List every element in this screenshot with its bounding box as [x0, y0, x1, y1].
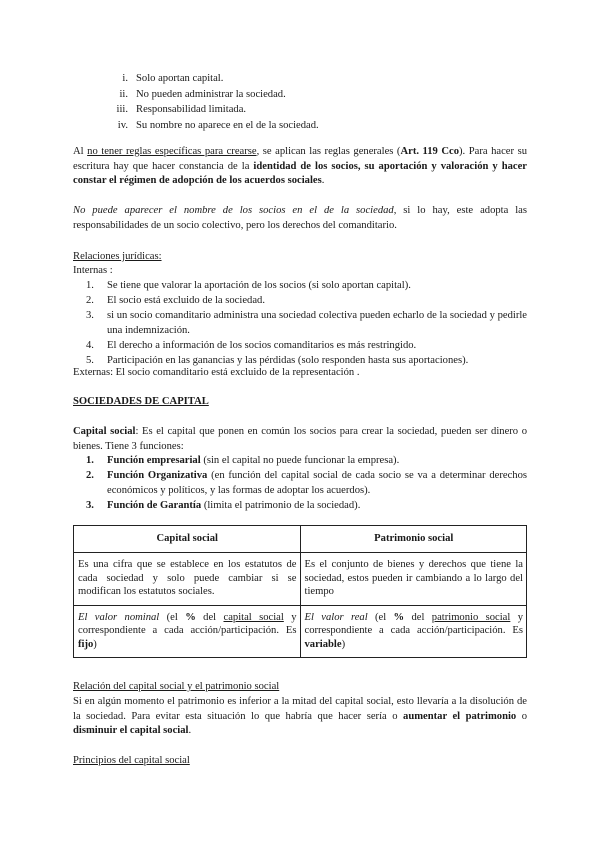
- table-row: [74, 605, 527, 658]
- list-item: iii. Responsabilidad limitada.: [116, 104, 247, 115]
- principios-title: Principios del capital social: [73, 755, 190, 766]
- paragraph-capital-social: Capital social: Es el capital que ponen en común los socios para crear la sociedad, pueden ser dinero o bienes. Tiene 3 funciones:: [73, 426, 527, 452]
- table-cell: Es el conjunto de bienes y derechos que tiene la sociedad, estos pueden ir cambiando a lo largo del tiempo: [300, 553, 527, 606]
- relaciones-list: [80, 278, 527, 368]
- paragraph-nombre: No puede aparecer el nombre de los socios en el de la sociedad, si lo hay, este adopta las responsabilidades de un socio colectivo, pero los derechos del comanditario.: [73, 205, 528, 231]
- section-heading: SOCIEDADES DE CAPITAL: [73, 396, 209, 407]
- paragraph-reglas: Al no tener reglas específicas para crearse, se aplican las reglas generales (Art. 119 Cco). Para hacer su escritura hay que hacer constancia de la identidad de los socios, su aportación y valoración y hacer constar el régimen de adopción de los acuerdos sociales.: [73, 146, 527, 186]
- list-item: 5. Participación en las ganancias y las pérdidas (solo responden hasta sus aportaciones).: [86, 355, 469, 366]
- externas-text: Externas: El socio comanditario está excluido de la representación .: [73, 367, 360, 378]
- paragraph-relacion: Si en algún momento el patrimonio es inferior a la mitad del capital social, esto llevaría a la disolución de la sociedad. Para evitar esta situación lo que habría que hacer sería o aumentar el patrimonio o disminuir el capital social.: [73, 696, 528, 736]
- table-cell: Es una cifra que se establece en los estatutos de cada sociedad y solo puede cambiar si se modifican los estatutos sociales.: [74, 553, 301, 606]
- list-item: 2. El socio está excluido de la sociedad.: [86, 295, 265, 306]
- relaciones-title: Relaciones jurídicas:: [73, 251, 162, 262]
- relacion-title: Relación del capital social y el patrimonio social: [73, 681, 280, 692]
- roman-list: [108, 71, 319, 133]
- list-item: 4. El derecho a información de los socios comanditarios es más restringido.: [86, 340, 417, 351]
- table-header-patrimonio: Patrimonio social: [300, 526, 527, 553]
- comparison-table: [73, 525, 527, 658]
- list-item: 1. Se tiene que valorar la aportación de los socios (si solo aportan capital).: [86, 280, 411, 291]
- internas-label: Internas :: [73, 265, 113, 276]
- table-header-capital: Capital social: [74, 526, 301, 553]
- list-item: i. Solo aportan capital.: [122, 73, 224, 84]
- list-item: 3. Función de Garantía (limita el patrimonio de la sociedad).: [86, 500, 361, 511]
- table-cell: El valor nominal (el % del capital social y correspondiente a cada acción/participación. Es fijo): [74, 605, 301, 658]
- table-cell: El valor real (el % del patrimonio social y correspondiente a cada acción/participación. Es variable): [300, 605, 527, 658]
- list-item: iv. Su nombre no aparece en el de la sociedad.: [117, 119, 319, 131]
- funciones-list: [80, 453, 527, 513]
- table-row: [74, 553, 527, 606]
- list-item: 3. si un socio comanditario administra una sociedad colectiva pueden echarlo de la sociedad y pedirle una indemnización.: [86, 310, 527, 336]
- list-item: 2. Función Organizativa (en función del capital social de cada socio se va a determinar derechos económicos y políticos, y las formas de adoptar los acuerdos).: [86, 470, 528, 496]
- table-header-row: [74, 526, 527, 553]
- list-item: 1. Función empresarial (sin el capital no puede funcionar la empresa).: [86, 455, 400, 466]
- list-item: ii. No pueden administrar la sociedad.: [119, 88, 286, 100]
